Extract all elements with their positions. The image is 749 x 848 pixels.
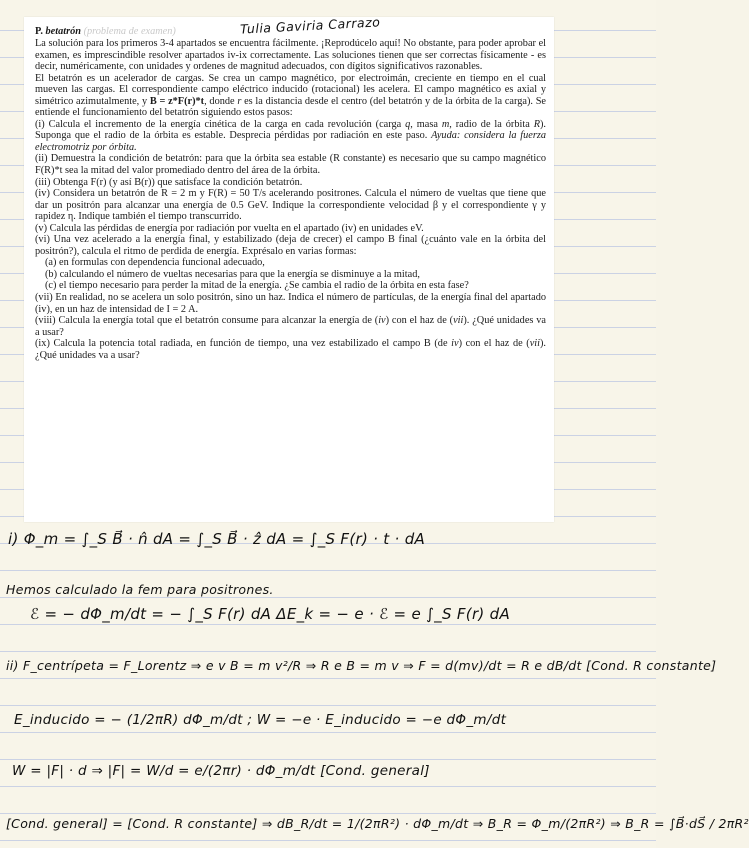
note-induced-field: E_inducido = − (1/2πR) dΦ_m/dt ; W = −e · E_inducido = −e dΦ_m/dt: [14, 712, 507, 728]
note-positron-fem: Hemos calculado la fem para positrones.: [6, 582, 274, 597]
handwritten-author-name: Tulia Gaviria Carrazo: [239, 14, 381, 37]
problem-subtitle: (problema de examen): [83, 26, 176, 37]
question-vi-c: (c) el tiempo necesario para perder la mitad de la energía. ¿Se cambia el radio de la órbita en esta fase?: [45, 280, 469, 292]
question-ii: (ii) Demuestra la condición de betatrón: para que la órbita sea estable (R constante) es necesario que su campo magnético F(R)*t sea la mitad del valor promediado dentro del área de la órbita.: [35, 153, 546, 177]
question-iii: (iii) Obtenga F(r) (y así B(r)) que satisface la condición betatrón.: [35, 176, 303, 188]
question-vi: (vi) Una vez acelerado a la energía final, y estabilizado (deja de crecer) el campo B final (¿cuánto vale en la órbita del positrón?), calcula el ritmo de perdida de energía. Exprésalo en varias formas:: [35, 234, 546, 257]
note-general-condition: W = |F| · d ⇒ |F| = W/d = e/(2πr) · dΦ_m/dt [Cond. general]: [12, 763, 430, 779]
question-i: (i) Calcula el incremento de la energía cinética de la carga en cada revolución (carga q, masa m, radio de la órbita R). Suponga que el radio de la órbita es estable. Desprecia pérdidas por radiación en este paso. Ayuda: considera la fuerza electromotriz por órbita.: [35, 118, 547, 153]
intro-paragraph: La solución para los primeros 3-4 apartados se encuentra fácilmente. ¡Reprodúcelo aquí! No obstante, para poder aprobar el examen, es imprescindible resolver apartados iv-ix correctamente. Las soluciones tienen que ser correctas físicamente - es decir, numéricamente, con unidades y ordenes de magnitud adecuados, con dígitos significativos razonables.: [35, 38, 546, 73]
note-betatron-condition: ii) F_centrípeta = F_Lorentz ⇒ e v B = m v²/R ⇒ R e B = m v ⇒ F = d(mv)/dt = R e dB/dt [Cond. R constante]: [6, 658, 717, 673]
question-vii: (vii) En realidad, no se acelera un solo positrón, sino un haz. Indica el número de partículas, de la energía final del apartado (iv), en un haz de intensidad de I = 2 A.: [35, 292, 546, 315]
problem-number: P.: [35, 26, 43, 37]
problem-header: [35, 14, 546, 38]
question-vi-b: (b) calculando el número de vueltas necesarias para que la energía se disminuye a la mitad,: [45, 268, 420, 280]
note-flux-definition: i) Φ_m = ∫_S B⃗ · n̂ dA = ∫_S B⃗ · ẑ dA = ∫_S F(r) · t · dA: [8, 530, 426, 548]
question-vi-a: (a) en formulas con dependencia funcional adecuado,: [45, 257, 265, 269]
note-emf-energy: ℰ = − dΦ_m/dt = − ∫_S F(r) dA ΔE_k = − e · ℰ = e ∫_S F(r) dA: [30, 605, 511, 623]
question-v: (v) Calcula las pérdidas de energía por radiación por vuelta en el apartado (iv) en unidades eV.: [35, 222, 424, 234]
question-viii: (viii) Calcula la energía total que el betatrón consume para alcanzar la energía de (iv) con el haz de (vii). ¿Qué unidades va a usar?: [35, 315, 546, 338]
problem-title: betatrón: [45, 26, 81, 37]
question-iv: (iv) Considera un betatrón de R = 2 m y F(R) = 50 T/s acelerando positrones. Calcula el número de vueltas que tiene que dar un positrón para alcanzar una energía de 0.5 GeV. Indique la correspondiente velocidad β y el correspondiente γ y rapidez η. Indique también el tiempo transcurrido.: [35, 188, 546, 223]
exam-problem-sheet: [24, 14, 554, 522]
question-ix: (ix) Calcula la potencia total radiada, en función de tiempo, una vez estabilizado el campo B (de iv) con el haz de (vii). ¿Qué unidades va a usar?: [35, 338, 546, 361]
note-field-result: [Cond. general] = [Cond. R constante] ⇒ dB_R/dt = 1/(2πR²) · dΦ_m/dt ⇒ B_R = Φ_m/(2πR²) ⇒ B_R = ∫B⃗·dS⃗ / 2πR²: [6, 816, 749, 831]
betatron-description: El betatrón es un acelerador de cargas. Se crea un campo magnético, por electroimán, creciente en tiempo en el cual mueven las cargas. El correspondiente campo eléctrico inducido (rotacional) les acelera. El campo magnético es axial y simétrico azimutalmente, y B = z*F(r)*t, donde r es la distancia desde el centro (del betatrón y de la órbita de la carga). Se entiende el funcionamiento del betatrón siguiendo estos pasos:: [35, 72, 546, 119]
